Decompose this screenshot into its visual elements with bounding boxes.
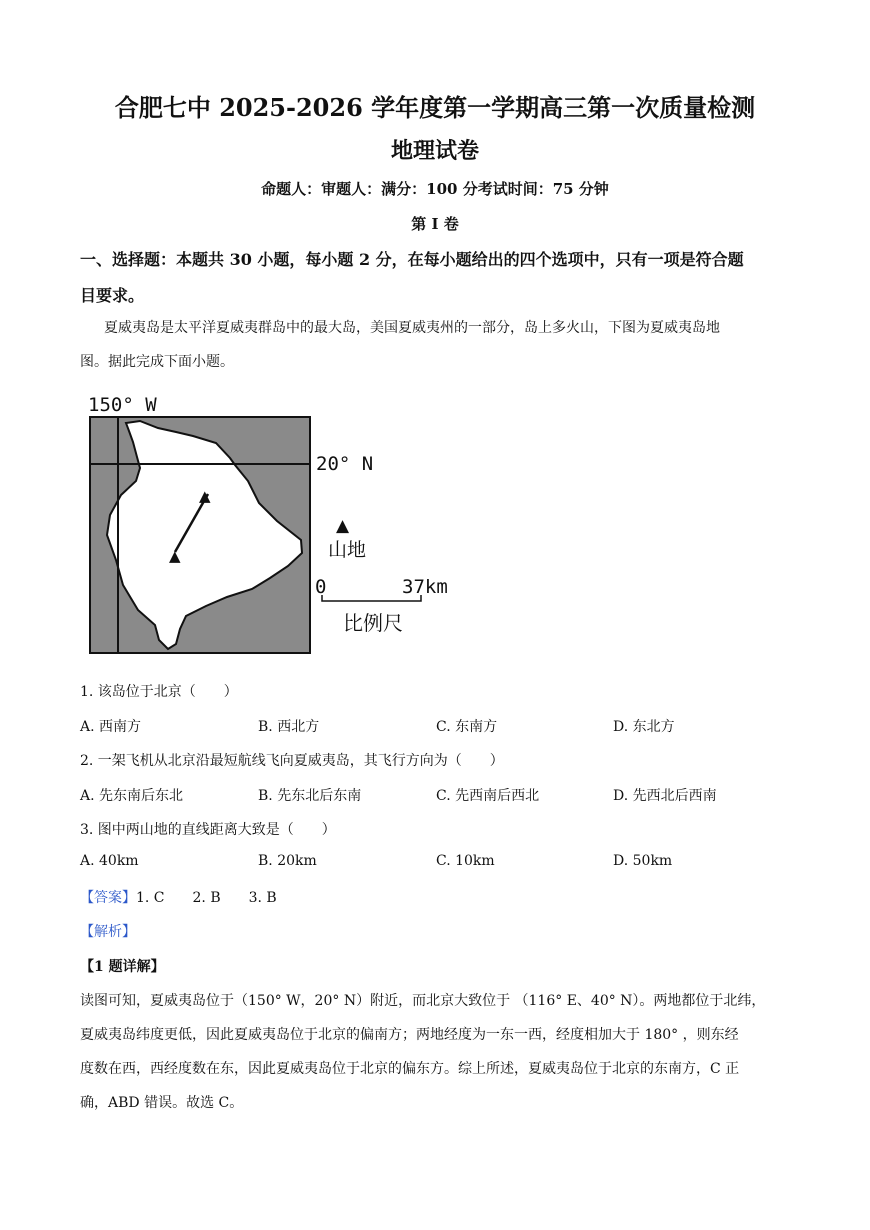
section-heading-line1: 一、选择题：本题共 30 小题，每小题 2 分，在每小题给出的四个选项中，只有一项是符合题 [80, 250, 744, 269]
volume-label: 第 I 卷 [411, 215, 459, 233]
q3-option-b[interactable]: B. 20km [258, 853, 317, 869]
hawaii-map [80, 385, 470, 660]
question-2-stem: 2. 一架飞机从北京沿最短航线飞向夏威夷岛，其飞行方向为（ ） [80, 753, 504, 769]
scale-zero: 0 [315, 576, 327, 598]
q2-option-c[interactable]: C. 先西南后西北 [436, 788, 540, 804]
legend-mountain-label: 山地 [328, 539, 367, 561]
question-3-stem: 3. 图中两山地的直线距离大致是（ ） [80, 822, 336, 838]
legend-mountain-symbol: ▲ [336, 516, 350, 536]
detail-line-2: 夏威夷岛纬度更低，因此夏威夷岛位于北京的偏南方；两地经度为一东一西，经度相加大于 180° ，则东经 [80, 1027, 739, 1043]
q3-option-a[interactable]: A. 40km [80, 853, 139, 869]
detail-line-3: 度数在西，西经度数在东，因此夏威夷岛位于北京的偏东方。综上所述，夏威夷岛位于北京的东南方，C 正 [80, 1061, 740, 1077]
mountain-marker-south: ▲ [169, 547, 181, 565]
analysis-tag: 【解析】 [80, 924, 136, 940]
q2-option-b[interactable]: B. 先东北后东南 [258, 788, 362, 804]
answer-line [80, 887, 800, 907]
scale-label: 比例尺 [343, 611, 403, 635]
detail-title: 【1 题详解】 [80, 959, 165, 975]
answer-tag: 【答案】 [80, 890, 136, 906]
question-1-stem: 1. 该岛位于北京（ ） [80, 684, 238, 700]
mountain-marker-north: ▲ [199, 487, 211, 505]
q3-option-d[interactable]: D. 50km [613, 853, 673, 869]
answer-items: 1. C 2. B 3. B [136, 890, 277, 906]
exam-info: 命题人：审题人：满分：100 分考试时间：75 分钟 [261, 180, 609, 198]
q1-option-c[interactable]: C. 东南方 [436, 719, 498, 735]
exam-title: 合肥七中 2025-2026 学年度第一学期高三第一次质量检测 [114, 93, 756, 122]
q1-option-a[interactable]: A. 西南方 [80, 719, 142, 735]
q1-option-b[interactable]: B. 西北方 [258, 719, 320, 735]
subject-title: 地理试卷 [390, 138, 479, 164]
intro-line2: 图。据此完成下面小题。 [80, 354, 234, 370]
q2-option-d[interactable]: D. 先西北后西南 [613, 788, 717, 804]
scale-end: 37km [402, 576, 448, 598]
q3-option-c[interactable]: C. 10km [436, 853, 495, 869]
section-heading-line2: 目要求。 [80, 286, 145, 305]
latitude-label: 20° N [316, 453, 374, 475]
longitude-label: 150° W [88, 394, 157, 416]
q1-option-d[interactable]: D. 东北方 [613, 719, 675, 735]
detail-line-4: 确，ABD 错误。故选 C。 [80, 1095, 244, 1111]
intro-line1: 夏威夷岛是太平洋夏威夷群岛中的最大岛，美国夏威夷州的一部分，岛上多火山，下图为夏威夷岛地 [104, 320, 720, 336]
detail-line-1: 读图可知，夏威夷岛位于（150° W，20° N）附近，而北京大致位于 （116° E、40° N）。两地都位于北纬， [80, 993, 766, 1009]
q2-option-a[interactable]: A. 先东南后东北 [80, 788, 184, 804]
